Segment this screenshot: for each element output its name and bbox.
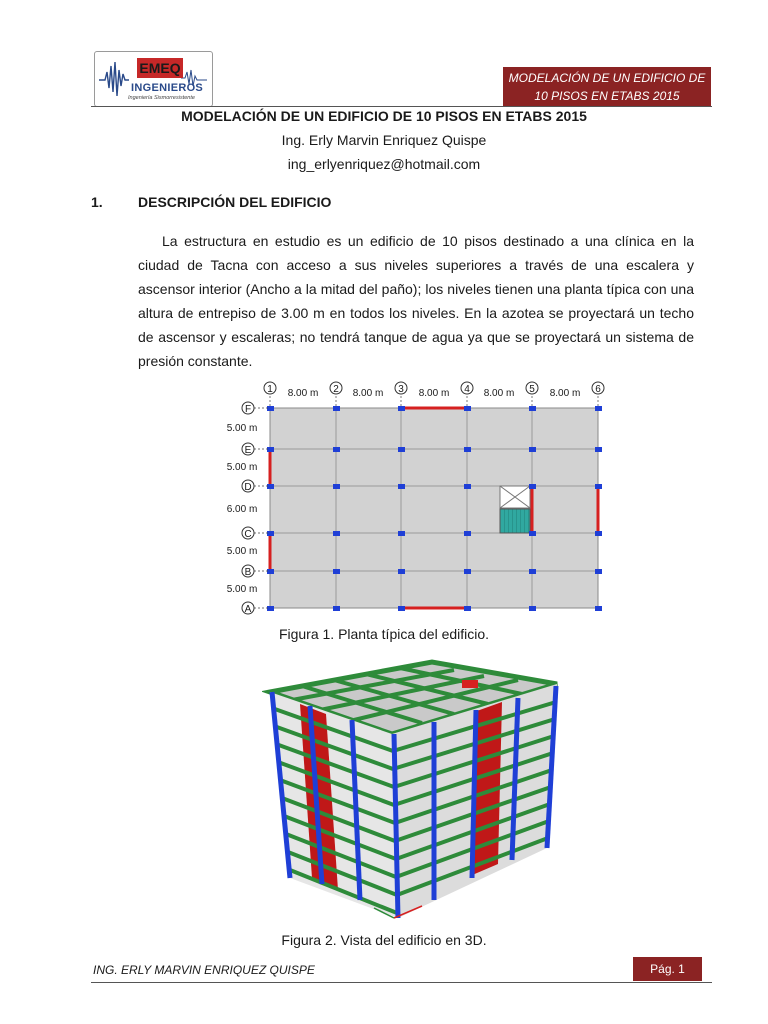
axis-label-6: 6 (595, 384, 601, 395)
span-y-4: 5.00 m (226, 546, 258, 557)
span-y-1: 5.00 m (226, 423, 258, 434)
building-3d-figure (262, 652, 562, 924)
axis-label-1: 1 (267, 384, 273, 395)
figure2-caption: Figura 2. Vista del edificio en 3D. (281, 932, 487, 948)
stair-core (500, 509, 530, 533)
author-email: ing_erlyenriquez@hotmail.com (287, 156, 481, 172)
document-author: Ing. Erly Marvin Enriquez Quispe (281, 132, 487, 148)
span-x-1: 8.00 m (287, 388, 319, 399)
axis-label-F: F (244, 404, 252, 415)
axis-label-B: B (244, 567, 252, 578)
footer-author: ING. ERLY MARVIN ENRIQUEZ QUISPE (93, 963, 315, 977)
company-logo (94, 51, 213, 107)
axis-label-A: A (244, 604, 252, 615)
span-y-3: 6.00 m (226, 504, 258, 515)
floor-plan-figure (224, 378, 614, 622)
header-rule (91, 106, 712, 107)
axis-label-3: 3 (398, 384, 404, 395)
span-y-5: 5.00 m (226, 584, 258, 595)
axis-label-4: 4 (464, 384, 470, 395)
floor-slab (270, 408, 598, 608)
axis-label-5: 5 (529, 384, 535, 395)
span-x-4: 8.00 m (483, 388, 515, 399)
header-title-line2: 10 PISOS EN ETABS 2015 (534, 89, 680, 103)
footer-rule (91, 982, 712, 983)
span-y-2: 5.00 m (226, 462, 258, 473)
page-number: Pág. 1 (633, 957, 702, 981)
logo-subtitle: Ingeniería Sismorresistente (128, 95, 195, 101)
axis-label-E: E (244, 445, 252, 456)
axis-label-D: D (244, 482, 252, 493)
span-x-3: 8.00 m (418, 388, 450, 399)
figure1-caption: Figura 1. Planta típica del edificio. (278, 626, 490, 642)
roof-opening (462, 680, 478, 688)
logo-title: INGENIEROS (131, 82, 204, 94)
header-title-line1: MODELACIÓN DE UN EDIFICIO DE (508, 71, 706, 85)
svg-text:EMEQ: EMEQ (139, 60, 181, 76)
section-title: DESCRIPCIÓN DEL EDIFICIO (138, 194, 332, 210)
document-title: MODELACIÓN DE UN EDIFICIO DE 10 PISOS EN ETABS 2015 (181, 108, 587, 124)
axis-label-2: 2 (333, 384, 339, 395)
span-x-2: 8.00 m (352, 388, 384, 399)
axis-label-C: C (244, 529, 252, 540)
span-x-5: 8.00 m (549, 388, 581, 399)
section-paragraph: La estructura en estudio es un edificio de 10 pisos destinado a una clínica en la ciudad de Tacna con acceso a sus niveles superiores a través de una escalera y ascensor interior (Ancho a la mitad del paño); los niveles tienen una planta típica con una altura de entrepiso de 3.00 m en todos los niveles. En la azotea se proyectará un techo de ascensor y escaleras; no tendrá tanque de agua ya que se proyectará un sistema de presión constante. (138, 233, 694, 369)
section-number: 1. (91, 194, 103, 210)
header-title-box (503, 67, 711, 107)
